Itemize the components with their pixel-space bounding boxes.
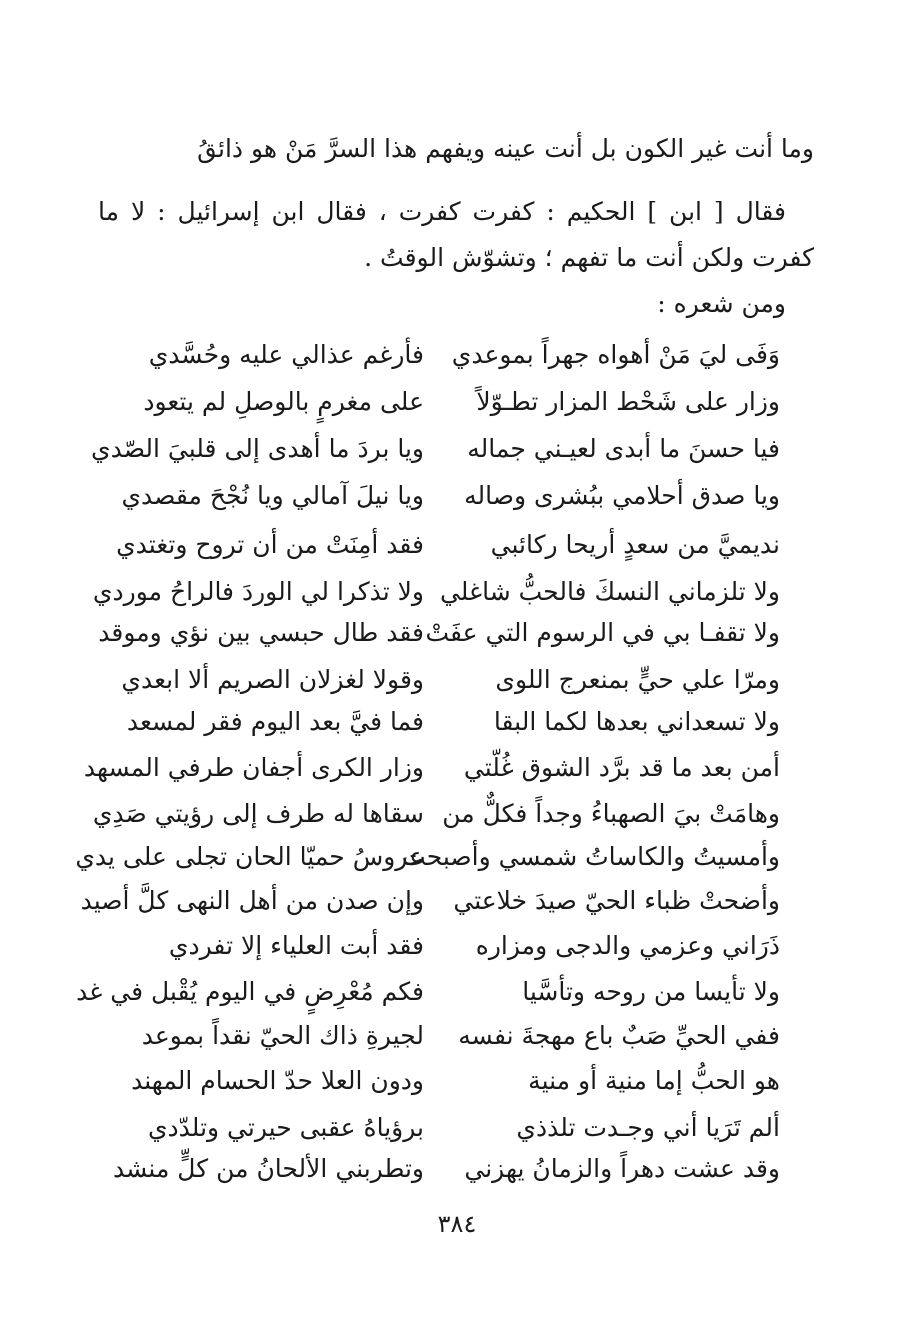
verse-hemistich-right: ذَرَاني وعزمي والدجى ومزاره [475,931,780,960]
verse-hemistich-left: وقولا لغزلان الصريم ألا ابعدي [121,665,424,694]
verse-hemistich-right: ولا تأيسا من روحه وتأسَّيا [522,977,780,1006]
verse-hemistich-left: ولا تذكرا لي الوردَ فالراحُ موردي [92,577,424,606]
verse-hemistich-left: ودون العلا حدّ الحسام المهند [131,1066,424,1095]
verse-hemistich-right: ففي الحيِّ صَبٌ باع مهجةَ نفسه [458,1021,780,1050]
verse-hemistich-left: وإن صدن من أهل النهى كلَّ أصيد [80,886,424,915]
verse-hemistich-left: وزار الكرى أجفان طرفي المسهد [83,753,424,782]
page-number: ٣٨٤ [437,1210,477,1238]
verse-hemistich-right: ويا صدق أحلامي ببُشرى وصاله [464,481,780,510]
verse-hemistich-right: وزار على شَحْط المزار تطـوّلاً [476,387,780,416]
verse-hemistich-left: سقاها له طرف إلى رؤيتي صَدِي [92,799,424,828]
verse-hemistich-left: فقد أبت العلياء إلا تفردي [168,931,424,960]
verse-hemistich-left: وتطربني الألحانُ من كلٍّ منشد [112,1154,424,1183]
poem-intro: ومن شعره : [657,289,786,318]
verse-hemistich-left: عروسُ حميّا الحان تجلى على يدي [75,842,424,871]
verse-hemistich-right: نديميَّ من سعدٍ أريحا ركائبي [490,530,780,559]
verse-hemistich-left: فكم مُعْرِضٍ في اليوم يُقْبل في غد [76,977,424,1006]
verse-hemistich-right: ولا تقفـا بي في الرسوم التي عفَتْ [425,618,780,647]
verse-hemistich-left: فقد طال حبسي بين نؤي وموقد [98,618,424,647]
verse-hemistich-left: فأرغم عذالي عليه وحُسَّدي [148,340,424,369]
verse-hemistich-left: ويا نيلَ آمالي ويا نُجْحَ مقصدي [121,481,424,510]
prose-line-3: كفرت ولكن أنت ما تفهم ؛ وتشوّش الوقتُ . [364,243,814,272]
verse-hemistich-right: وأمسيتُ والكاساتُ شمسي وأصبحت [402,842,780,871]
verse-hemistich-right: ومرّا علي حيٍّ بمنعرج اللوى [495,665,780,694]
verse-hemistich-left: فما فيَّ بعد اليوم فقر لمسعد [126,707,424,736]
verse-hemistich-left: لجيرةِ ذاك الحيّ نقداً بموعد [141,1021,424,1050]
verse-hemistich-right: وقد عشت دهراً والزمانُ يهزني [464,1154,780,1183]
verse-hemistich-right: فيا حسنَ ما أبدى لعيـني جماله [467,434,780,463]
verse-hemistich-right: هو الحبُّ إما منية أو منية [528,1066,780,1095]
prose-line-1: وما أنت غير الكون بل أنت عينه ويفهم هذا السرَّ مَنْ هو ذائقُ [197,134,814,163]
verse-hemistich-right: ولا تسعداني بعدها لكما البقا [493,707,780,736]
verse-hemistich-right: ألم تَرَيا أني وجـدت تلذذي [516,1113,780,1142]
verse-hemistich-left: على مغرمٍ بالوصلِ لم يتعود [143,387,424,416]
verse-hemistich-right: أمن بعد ما قد برَّد الشوق غُلّتي [463,753,780,782]
verse-hemistich-right: وهامَتْ بيَ الصهباءُ وجداً فكلٌّ من [442,799,780,828]
verse-hemistich-right: ولا تلزماني النسكَ فالحبُّ شاغلي [439,577,780,606]
verse-hemistich-left: ويا بردَ ما أهدى إلى قلبيَ الصّدي [91,434,424,463]
prose-line-2: فقال [ ابن ] الحكيم : كفرت كفرت ، فقال ابن إسرائيل : لا ما [98,197,786,226]
verse-hemistich-left: فقد أمِنَتْ من أن تروح وتغتدي [116,530,424,559]
verse-hemistich-right: وَفَى ليَ مَنْ أهواه جهراً بموعدي [451,340,780,369]
verse-hemistich-left: برؤياهُ عقبى حيرتي وتلدّدي [147,1113,424,1142]
verse-hemistich-right: وأضحتْ ظباء الحيّ صيدَ خلاعتي [453,886,780,915]
